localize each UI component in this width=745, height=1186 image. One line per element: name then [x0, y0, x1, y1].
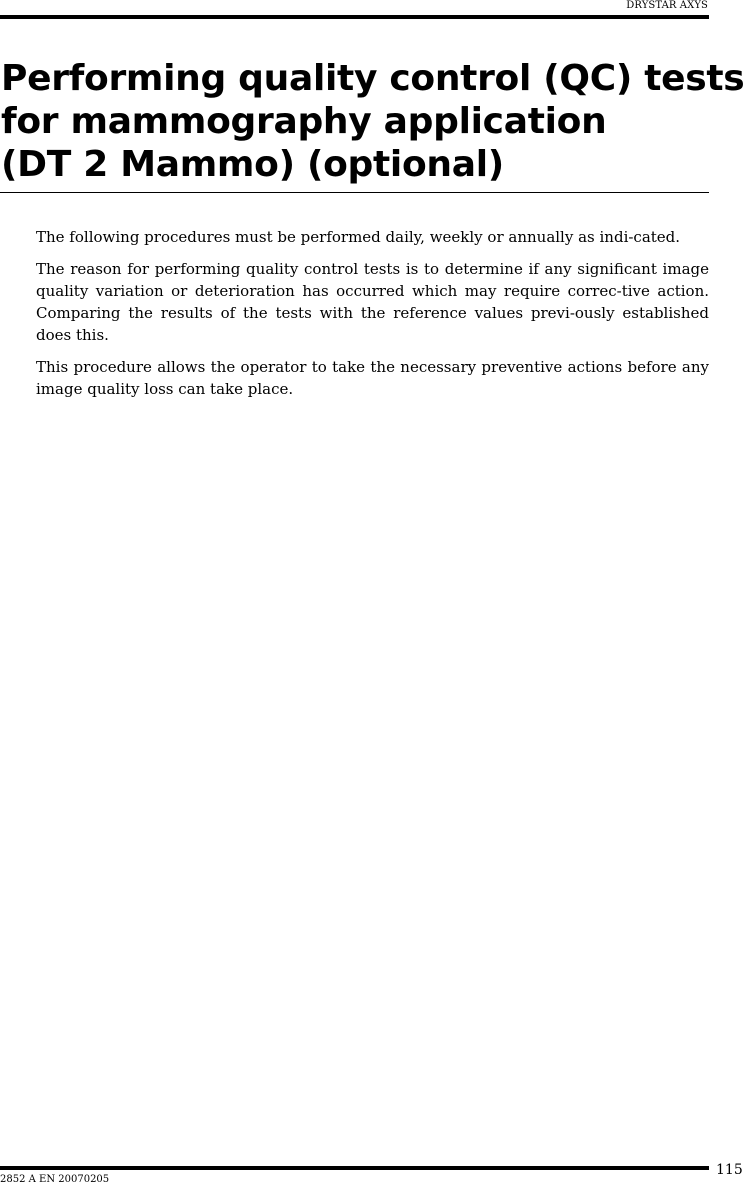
- paragraph-preventive: This procedure allows the operator to take the necessary preventive actions before any image quality loss can take place.: [36, 358, 709, 398]
- body-text: [36, 226, 709, 410]
- section-title-line: for mammography application: [1, 101, 607, 142]
- running-header-product: DRYSTAR AXYS: [626, 0, 708, 11]
- paragraph-frequency: The following procedures must be performed daily, weekly or annually as indi-cated.: [36, 228, 681, 246]
- title-rule: [0, 192, 709, 193]
- page-number: 115: [716, 1162, 743, 1178]
- section-title-line: Performing quality control (QC) tests: [1, 58, 745, 99]
- footer-rule: [0, 1166, 709, 1170]
- section-title: [1, 57, 745, 186]
- header-rule: [0, 15, 709, 19]
- paragraph-reason: The reason for performing quality control tests is to determine if any significant image quality variation or deterioration has occurred which may require correc-tive action. Comparing the results of the tests with the reference values previ-ously established does this.: [36, 260, 709, 344]
- document-code: 2852 A EN 20070205: [0, 1174, 110, 1185]
- section-title-line: (DT 2 Mammo) (optional): [1, 144, 504, 185]
